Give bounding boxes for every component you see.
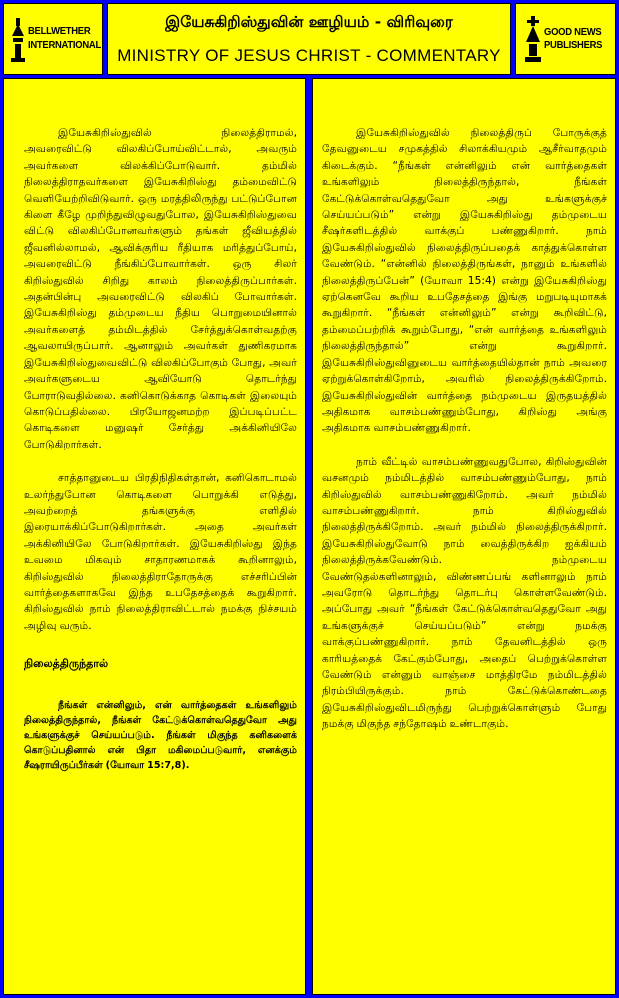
left-column [3, 78, 306, 995]
right-column [312, 78, 616, 995]
scripture-verse: நீங்கள் என்னிலும், என் வார்த்தைகள் உங்களிலும் நிலைத்திருந்தால், நீங்கள் கேட்டுக்கொள்வதெதுவோ அது உங்களுக்குச் செய்யப்படும். நீங்கள் மிகுந்த கனிகளைக் கொடுப்பதினால் என் பிதா மகிமைப்படுவார், எனக்கும் சீஷராயிருப்பீர்கள் (யோவா 15:7,8). [24, 700, 297, 772]
left-paragraph-1: இயேசுகிறிஸ்துவில் நிலைத்திராமல், அவரைவிட்டு விலகிப்போய்விட்டால், அவரும் அவர்களை விலக்கிப்போடுவார். தம்மில் நிலைத்திராதவர்களை இயேசுகிறிஸ்து தம்மைவிட்டு வெளியேற்றிவிடுவார். ஒரு மரத்திலிருந்து பட்டுப்போன கிளை கீழே முறிந்துவிழுவதுபோல, இயேசுகிறிஸ்துவை விட்டு விலகிப்போனவர்களும் தங்கள் ஜீவியத்தில் ஜீவனில்லாமல், ஆவிக்குரிய ரீதியாக மரித்துப்போய், அவரைவிட்டு நீங்கிப்போவார்கள். ஒரு சிலர் கிறிஸ்துவில் சிறிது காலம் நிலைத்திருப்பார்கள். அதன்பின்பு அவரைவிட்டு விலகிப் போவார்கள். இயேசுகிறிஸ்து தம்முடைய நீதிய பொறுமையினால் அவர்களைத் தம்மிடத்தில் சேர்த்துக்கொள்வதற்கு ஆவலாயிருப்பார். ஆனாலும் அவர்கள் துணிகரமாக இயேசுகிறிஸ்துவைவிட்டு விலகிப்போகும் போது, அவர் அவர்களுடைய ஆவியோடு தொடர்ந்து போராடுவதில்லை. கனிகொடுக்காத கொடிகள் இலையும் கொடுப்பதில்லை. பிரயோஜனமற்ற இப்படிப்பட்ட கொடிகளை மனுஷர் சேர்த்து அக்கினியிலே போடுகிறார்கள். [24, 126, 297, 451]
left-paragraph-2: சாத்தானுடைய பிரதிநிதிகள்தான், கனிகொடாமல் உலர்ந்துபோன கொடிகளை பொறுக்கி எடுத்து, அவற்றைத் தங்களுக்கு எளிதில் இரையாக்கிப்போடுகிறார்கள். அதை அவர்கள் அக்கினியிலே போடுகிறார்கள். இயேசுகிறிஸ்து இந்த உவமை மிகவும் சாதாரணமாகக் கூறினாலும், கிறிஸ்துவில் நிலைத்திராதோருக்கு எச்சரிப்பின் வார்த்தைகளாகவே இந்த உபதேசத்தைக் கூறுகிறார். கிறிஸ்துவில் நாம் நிலைத்திராவிட்டால் நமக்கு நிச்சயம் அழிவு வரும். [24, 471, 297, 632]
section-heading: நிலைத்திருந்தால் [24, 657, 109, 671]
title-banner [107, 3, 511, 75]
good-news-logo-text [544, 26, 602, 52]
good-news-logo-icon [524, 16, 542, 62]
bellwether-logo-text [28, 24, 101, 52]
logo-left-line1: BELLWETHER [28, 25, 91, 37]
title-tamil: இயேசுகிறிஸ்துவின் ஊழியம் - விரிவுரை [165, 13, 453, 31]
right-paragraph-1: இயேசுகிறிஸ்துவில் நிலைத்திருப் போருக்குத் தேவனுடைய சமுகத்தில் சிலாக்கியமும் ஆசீர்வாதமும் கிடைக்கும். “நீங்கள் என்னிலும் என் வார்த்தைகள் உங்களிலும் நிலைத்திருந்தால், நீங்கள் கேட்டுக்கொள்வதெதுவோ அது உங்களுக்குச் செய்யப்படும்” என்று இயேசுகிறிஸ்து தம்முடைய சீஷர்களிடத்தில் வாக்குப் பண்ணுகிறார். நாம் இயேசுகிறிஸ்துவில் நிலைத்திருப்பதைக் காத்துக்கொள்ள வேண்டும். “என்னில் நிலைத்திருங்கள், நானும் உங்களில் நிலைத்திருப்பேன்” (யோவா 15:4) என்று இயேசுகிறிஸ்து ஏற்கெனவே கூறிய உபதேசத்தை இங்கு மறுபடியுமாகக் கூறுகிறார். “நீங்கள் என்னிலும்” என்று கூறிவிட்டு, தம்மைப்பற்றிக் கூறும்போது, “என் வார்த்தை உங்களிலும் நிலைத்திருந்தால்” என்று கூறுகிறார். இயேசுகிறிஸ்துவினுடைய வார்த்தையில்தான் நாம் அவரை ஏற்றுக்கொள்கிறோம், அவரில் நிலைத்திருக்கிறோம். இயேசுகிறிஸ்துவின் வார்த்தை நம்முடைய இருதயத்தில் அதிகமாக வாசம்பண்ணும்போது, கிறிஸ்து அங்கு அதிகமாக வாசம்பண்ணுகிறார். [322, 126, 607, 435]
bellwether-logo-icon [10, 18, 26, 62]
good-news-logo [515, 3, 616, 75]
title-english: MINISTRY OF JESUS CHRIST - COMMENTARY [117, 46, 501, 65]
logo-right-line2: PUBLISHERS [544, 39, 603, 51]
right-paragraph-2: நாம் வீட்டில் வாசம்பண்ணுவதுபோல, கிறிஸ்துவின் வசனமும் நம்மிடத்தில் வாசம்பண்ணும்போது, நாம் கிறிஸ்துவில் வாசம்பண்ணுகிறோம். அவர் நம்மில் வாசம்பண்ணுகிறார். நாம் கிறிஸ்துவில் நிலைத்திருக்கிறோம். அவர் நம்மில் நிலைத்திருக்கிறார். இயேசுகிறிஸ்துவோடு நாம் வைத்திருக்கிற ஐக்கியம் நிலைத்திருக்கவேண்டும். நம்முடைய வேண்டுதல்களினாலும், விண்ணப்பங் களினாலும் நாம் அவரோடு தொடர்ந்து தொடர்பு கொள்ளவேண்டும். அப்போது அவர் “நீங்கள் கேட்டுக்கொள்வதெதுவோ அது உங்களுக்குச் செய்யப்படும்” என்று நமக்கு வாக்குப்பண்ணுகிறார். நாம் தேவனிடத்தில் ஒரு காரியத்தைக் கேட்கும்போது, அதைப் பெற்றுக்கொள்ள வேண்டும் என்னும் வாஞ்சை மாத்திரமே நம்மிடத்தில் நிரம்பியிருக்கும். நாம் கேட்டுக்கொண்டதை இயேசுகிறிஸ்துவிடமிருந்து பெற்றுக்கொள்ளும் போது நமக்கு மிகுந்த சந்தோஷம் உண்டாகும். [322, 454, 607, 731]
bellwether-logo [3, 3, 103, 75]
logo-left-line2: INTERNATIONAL [28, 39, 101, 51]
logo-right-line1: GOOD NEWS [544, 26, 602, 38]
